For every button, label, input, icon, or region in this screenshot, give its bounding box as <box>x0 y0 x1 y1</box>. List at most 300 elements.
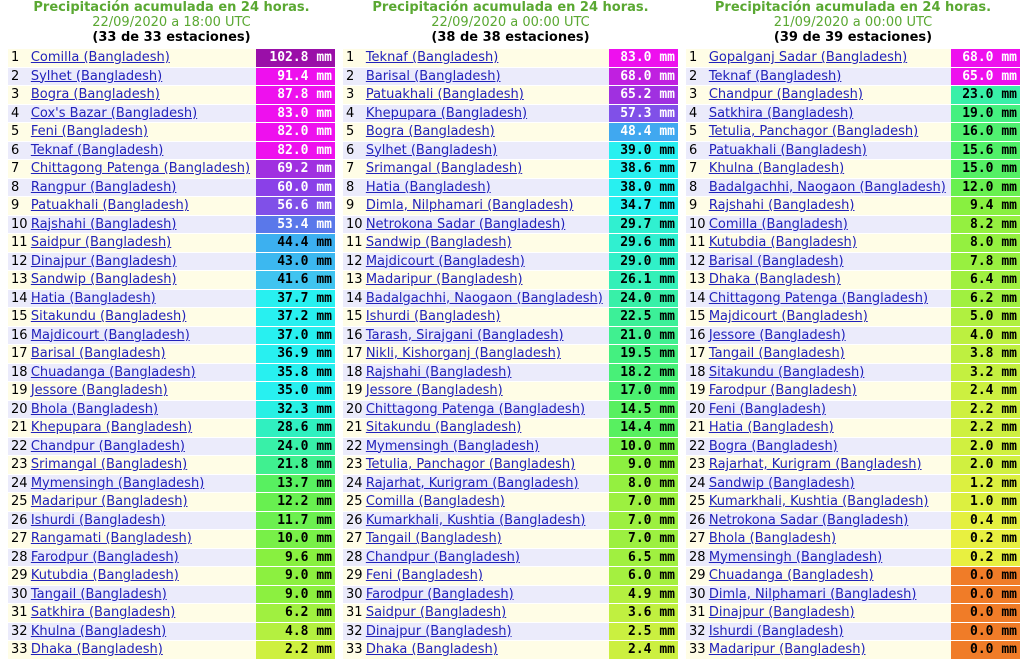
precipitation-value: 29.6 mm <box>609 234 678 252</box>
station-link[interactable]: Sylhet (Bangladesh) <box>365 142 498 158</box>
table-row <box>686 493 1020 511</box>
rank-number: 19 <box>686 382 709 400</box>
station-cell <box>709 345 951 363</box>
station-link[interactable]: Rangamati (Bangladesh) <box>30 531 192 546</box>
rank-number: 26 <box>686 512 709 530</box>
table-row <box>8 438 335 456</box>
station-link[interactable]: Bogra (Bangladesh) <box>708 438 838 454</box>
station-cell <box>31 271 256 289</box>
rank-number: 5 <box>686 123 709 141</box>
station-link[interactable]: Chandpur (Bangladesh) <box>365 549 520 565</box>
table-row <box>343 142 678 160</box>
station-link[interactable]: Srimangal (Bangladesh) <box>30 457 188 472</box>
table-row <box>343 123 678 141</box>
table-row <box>8 327 335 345</box>
station-link[interactable]: Majdicourt (Bangladesh) <box>365 253 525 269</box>
station-link[interactable]: Dimla, Nilphamari (Bangladesh) <box>365 198 574 213</box>
station-link[interactable]: Rajarhat, Kurigram (Bangladesh) <box>365 475 579 491</box>
table-row <box>343 493 678 511</box>
precipitation-value: 9.0 mm <box>256 567 335 585</box>
rank-number: 14 <box>686 290 709 308</box>
station-cell <box>709 456 951 474</box>
rank-number: 3 <box>686 86 709 104</box>
station-link[interactable]: Comilla (Bangladesh) <box>30 50 170 65</box>
rank-number: 26 <box>8 512 31 530</box>
station-link[interactable]: Kutubdia (Bangladesh) <box>708 235 857 250</box>
table-row <box>686 327 1020 345</box>
table-row <box>8 493 335 511</box>
station-link[interactable]: Feni (Bangladesh) <box>365 568 483 583</box>
station-cell <box>366 475 609 493</box>
station-link[interactable]: Tarash, Sirajgani (Bangladesh) <box>365 327 564 343</box>
station-cell <box>366 327 609 345</box>
station-cell <box>366 160 609 178</box>
station-cell <box>709 160 951 178</box>
station-link[interactable]: Barisal (Bangladesh) <box>365 68 501 84</box>
precipitation-value: 2.2 mm <box>951 401 1020 419</box>
station-cell <box>366 419 609 437</box>
precipitation-value: 37.0 mm <box>256 327 335 345</box>
precipitation-value: 2.5 mm <box>609 623 678 641</box>
precipitation-value: 2.0 mm <box>951 438 1020 456</box>
precipitation-value: 83.0 mm <box>256 105 335 123</box>
panel-title: Precipitación acumulada en 24 horas. <box>33 0 310 15</box>
table-row <box>8 234 335 252</box>
precipitation-value: 65.0 mm <box>951 68 1020 86</box>
rank-number: 9 <box>686 197 709 215</box>
rank-number: 33 <box>686 641 709 659</box>
station-link[interactable]: Netrokona Sadar (Bangladesh) <box>365 216 566 232</box>
table-row <box>8 216 335 234</box>
table-row <box>686 512 1020 530</box>
station-link[interactable]: Barisal (Bangladesh) <box>30 346 166 361</box>
station-cell <box>709 641 951 659</box>
rank-number: 15 <box>686 308 709 326</box>
rank-number: 31 <box>686 604 709 622</box>
station-link[interactable]: Bhola (Bangladesh) <box>708 531 837 546</box>
rank-number: 24 <box>343 475 366 493</box>
panel-date: 22/09/2020 a 18:00 UTC <box>92 15 251 30</box>
station-cell <box>709 530 951 548</box>
table-row <box>8 382 335 400</box>
station-link[interactable]: Rajarhat, Kurigram (Bangladesh) <box>708 457 922 472</box>
rank-number: 13 <box>343 271 366 289</box>
precipitation-table <box>686 48 1020 660</box>
station-link[interactable]: Rajshahi (Bangladesh) <box>30 216 177 232</box>
station-cell <box>709 438 951 456</box>
station-link[interactable]: Cox's Bazar (Bangladesh) <box>30 105 198 121</box>
precipitation-value: 0.0 mm <box>951 641 1020 659</box>
table-row <box>686 197 1020 215</box>
station-link[interactable]: Jessore (Bangladesh) <box>708 327 846 343</box>
table-row <box>686 567 1020 585</box>
station-link[interactable]: Netrokona Sadar (Bangladesh) <box>708 512 909 528</box>
station-link[interactable]: Rangpur (Bangladesh) <box>30 179 177 195</box>
precipitation-value: 44.4 mm <box>256 234 335 252</box>
rank-number: 1 <box>343 49 366 67</box>
station-link[interactable]: Sitakundu (Bangladesh) <box>708 364 865 380</box>
station-cell <box>31 456 256 474</box>
precipitation-value: 3.2 mm <box>951 364 1020 382</box>
rank-number: 21 <box>343 419 366 437</box>
station-link[interactable]: Sylhet (Bangladesh) <box>30 68 163 84</box>
station-link[interactable]: Chittagong Patenga (Bangladesh) <box>30 161 251 176</box>
precipitation-value: 35.8 mm <box>256 364 335 382</box>
station-cell <box>31 493 256 511</box>
station-link[interactable]: Satkhira (Bangladesh) <box>708 105 854 121</box>
rank-number: 28 <box>8 549 31 567</box>
precipitation-value: 6.4 mm <box>951 271 1020 289</box>
rank-number: 11 <box>686 234 709 252</box>
station-link[interactable]: Kumarkhali, Kushtia (Bangladesh) <box>365 512 586 528</box>
station-link[interactable]: Khulna (Bangladesh) <box>30 623 167 639</box>
station-link[interactable]: Tetulia, Panchagor (Bangladesh) <box>365 457 576 472</box>
station-link[interactable]: Srimangal (Bangladesh) <box>365 161 523 176</box>
station-cell <box>31 123 256 141</box>
station-link[interactable]: Teknaf (Bangladesh) <box>365 50 499 65</box>
table-row <box>343 364 678 382</box>
rank-number: 6 <box>686 142 709 160</box>
table-row <box>343 475 678 493</box>
station-link[interactable]: Rajshahi (Bangladesh) <box>365 364 512 380</box>
table-row <box>343 197 678 215</box>
precipitation-value: 14.5 mm <box>609 401 678 419</box>
table-row <box>686 604 1020 622</box>
station-link[interactable]: Hatia (Bangladesh) <box>708 420 834 435</box>
table-row <box>686 345 1020 363</box>
table-row <box>343 49 678 67</box>
station-link[interactable]: Chittagong Patenga (Bangladesh) <box>365 401 586 417</box>
station-link[interactable]: Sandwip (Bangladesh) <box>30 272 177 287</box>
precipitation-value: 6.2 mm <box>951 290 1020 308</box>
rank-number: 19 <box>343 382 366 400</box>
table-row <box>343 345 678 363</box>
table-row <box>686 438 1020 456</box>
station-link[interactable]: Patuakhali (Bangladesh) <box>30 198 189 213</box>
station-link[interactable]: Tangail (Bangladesh) <box>708 346 845 361</box>
rank-number: 28 <box>686 549 709 567</box>
precipitation-value: 11.7 mm <box>256 512 335 530</box>
rank-number: 12 <box>8 253 31 271</box>
table-row <box>686 216 1020 234</box>
station-cell <box>31 401 256 419</box>
station-link[interactable]: Comilla (Bangladesh) <box>365 494 505 509</box>
rank-number: 3 <box>343 86 366 104</box>
station-link[interactable]: Hatia (Bangladesh) <box>365 179 491 195</box>
rank-number: 21 <box>8 419 31 437</box>
station-cell <box>709 364 951 382</box>
station-cell <box>709 623 951 641</box>
station-link[interactable]: Kumarkhali, Kushtia (Bangladesh) <box>708 494 929 509</box>
panel-title: Precipitación acumulada en 24 horas. <box>714 0 992 15</box>
station-link[interactable]: Badalgachhi, Naogaon (Bangladesh) <box>708 179 946 195</box>
table-row <box>343 382 678 400</box>
station-cell <box>366 271 609 289</box>
precipitation-value: 7.8 mm <box>951 253 1020 271</box>
station-cell <box>31 438 256 456</box>
precipitation-value: 10.0 mm <box>609 438 678 456</box>
rank-number: 31 <box>8 604 31 622</box>
precipitation-value: 4.9 mm <box>609 586 678 604</box>
table-row <box>343 290 678 308</box>
precipitation-value: 5.0 mm <box>951 308 1020 326</box>
station-link[interactable]: Bogra (Bangladesh) <box>365 124 495 139</box>
station-link[interactable]: Saidpur (Bangladesh) <box>365 605 507 620</box>
panel-header <box>343 0 678 45</box>
station-cell <box>709 475 951 493</box>
precipitation-value: 9.0 mm <box>256 586 335 604</box>
station-cell <box>366 456 609 474</box>
rank-number: 1 <box>686 49 709 67</box>
station-link[interactable]: Dhaka (Bangladesh) <box>30 642 163 657</box>
rank-number: 6 <box>8 142 31 160</box>
rank-number: 23 <box>8 456 31 474</box>
table-row <box>343 604 678 622</box>
station-link[interactable]: Chandpur (Bangladesh) <box>30 438 185 454</box>
station-cell <box>31 567 256 585</box>
station-cell <box>31 623 256 641</box>
rank-number: 29 <box>8 567 31 585</box>
station-link[interactable]: Madaripur (Bangladesh) <box>30 494 188 509</box>
precipitation-value: 3.8 mm <box>951 345 1020 363</box>
station-link[interactable]: Mymensingh (Bangladesh) <box>30 475 205 491</box>
station-link[interactable]: Majdicourt (Bangladesh) <box>30 327 190 343</box>
rank-number: 16 <box>686 327 709 345</box>
precipitation-value: 0.0 mm <box>951 604 1020 622</box>
table-row <box>686 234 1020 252</box>
station-link[interactable]: Mymensingh (Bangladesh) <box>365 438 540 454</box>
rank-number: 16 <box>343 327 366 345</box>
station-cell <box>709 401 951 419</box>
station-link[interactable]: Teknaf (Bangladesh) <box>708 68 842 84</box>
rank-number: 4 <box>8 105 31 123</box>
table-row <box>343 530 678 548</box>
station-cell <box>31 179 256 197</box>
panel-1 <box>8 0 335 660</box>
precipitation-value: 24.0 mm <box>256 438 335 456</box>
station-link[interactable]: Hatia (Bangladesh) <box>30 290 156 306</box>
station-cell <box>709 86 951 104</box>
station-link[interactable]: Madaripur (Bangladesh) <box>708 642 866 657</box>
precipitation-table <box>8 48 335 660</box>
station-link[interactable]: Bhola (Bangladesh) <box>30 401 159 417</box>
table-row <box>343 327 678 345</box>
precipitation-value: 56.6 mm <box>256 197 335 215</box>
rank-number: 18 <box>8 364 31 382</box>
station-link[interactable]: Dinajpur (Bangladesh) <box>708 605 855 620</box>
station-link[interactable]: Khulna (Bangladesh) <box>708 161 845 176</box>
precipitation-value: 9.0 mm <box>609 456 678 474</box>
precipitation-table <box>343 48 678 660</box>
station-cell <box>31 234 256 252</box>
station-link[interactable]: Dhaka (Bangladesh) <box>365 642 498 657</box>
station-link[interactable]: Chuadanga (Bangladesh) <box>30 364 196 380</box>
station-link[interactable]: Khepupara (Bangladesh) <box>30 420 193 435</box>
station-cell <box>709 142 951 160</box>
station-cell <box>31 160 256 178</box>
precipitation-value: 60.0 mm <box>256 179 335 197</box>
rank-number: 28 <box>343 549 366 567</box>
station-link[interactable]: Nikli, Kishorganj (Bangladesh) <box>365 346 561 361</box>
precipitation-value: 2.0 mm <box>951 456 1020 474</box>
table-row <box>686 475 1020 493</box>
table-row <box>8 549 335 567</box>
station-link[interactable]: Farodpur (Bangladesh) <box>30 549 179 565</box>
precipitation-value: 68.0 mm <box>609 68 678 86</box>
station-link[interactable]: Jessore (Bangladesh) <box>365 383 503 398</box>
station-link[interactable]: Barisal (Bangladesh) <box>708 253 844 269</box>
rank-number: 13 <box>8 271 31 289</box>
station-cell <box>31 419 256 437</box>
station-cell <box>366 253 609 271</box>
station-link[interactable]: Madaripur (Bangladesh) <box>365 272 523 287</box>
precipitation-value: 17.0 mm <box>609 382 678 400</box>
table-row <box>8 308 335 326</box>
table-row <box>686 290 1020 308</box>
rank-number: 13 <box>686 271 709 289</box>
station-link[interactable]: Farodpur (Bangladesh) <box>365 586 514 602</box>
station-link[interactable]: Satkhira (Bangladesh) <box>30 605 176 620</box>
station-link[interactable]: Tetulia, Panchagor (Bangladesh) <box>708 124 919 139</box>
station-link[interactable]: Gopalganj Sadar (Bangladesh) <box>708 50 908 65</box>
station-link[interactable]: Rajshahi (Bangladesh) <box>708 198 855 213</box>
precipitation-value: 0.0 mm <box>951 623 1020 641</box>
precipitation-value: 36.9 mm <box>256 345 335 363</box>
table-row <box>343 438 678 456</box>
station-link[interactable]: Dimla, Nilphamari (Bangladesh) <box>708 586 917 602</box>
panel-stations-count: (39 de 39 estaciones) <box>773 30 933 45</box>
precipitation-value: 38.0 mm <box>609 179 678 197</box>
precipitation-value: 7.0 mm <box>609 493 678 511</box>
station-link[interactable]: Dinajpur (Bangladesh) <box>365 623 512 639</box>
table-row <box>686 549 1020 567</box>
station-cell <box>709 493 951 511</box>
rank-number: 15 <box>8 308 31 326</box>
rank-number: 14 <box>343 290 366 308</box>
rank-number: 7 <box>686 160 709 178</box>
rank-number: 30 <box>686 586 709 604</box>
station-link[interactable]: Tangail (Bangladesh) <box>30 586 167 602</box>
precipitation-value: 15.0 mm <box>951 160 1020 178</box>
rank-number: 12 <box>686 253 709 271</box>
precipitation-value: 8.2 mm <box>951 216 1020 234</box>
precipitation-value: 18.2 mm <box>609 364 678 382</box>
table-row <box>343 549 678 567</box>
station-cell <box>709 271 951 289</box>
station-link[interactable]: Badalgachhi, Naogaon (Bangladesh) <box>365 290 603 306</box>
table-row <box>686 123 1020 141</box>
station-link[interactable]: Ishurdi (Bangladesh) <box>708 623 844 639</box>
station-link[interactable]: Sandwip (Bangladesh) <box>708 475 855 491</box>
station-link[interactable]: Chandpur (Bangladesh) <box>708 87 863 102</box>
precipitation-value: 28.6 mm <box>256 419 335 437</box>
rank-number: 30 <box>343 586 366 604</box>
station-cell <box>31 105 256 123</box>
station-link[interactable]: Majdicourt (Bangladesh) <box>708 309 868 324</box>
rank-number: 33 <box>8 641 31 659</box>
table-row <box>686 49 1020 67</box>
station-link[interactable]: Sitakundu (Bangladesh) <box>30 309 187 324</box>
station-cell <box>366 234 609 252</box>
station-link[interactable]: Chuadanga (Bangladesh) <box>708 568 874 583</box>
station-cell <box>366 586 609 604</box>
station-link[interactable]: Sitakundu (Bangladesh) <box>365 420 522 435</box>
precipitation-value: 4.0 mm <box>951 327 1020 345</box>
station-cell <box>31 475 256 493</box>
station-link[interactable]: Ishurdi (Bangladesh) <box>365 309 501 324</box>
station-link[interactable]: Comilla (Bangladesh) <box>708 216 848 232</box>
station-cell <box>709 123 951 141</box>
station-link[interactable]: Jessore (Bangladesh) <box>30 383 168 398</box>
station-cell <box>366 308 609 326</box>
precipitation-value: 13.7 mm <box>256 475 335 493</box>
station-link[interactable]: Dinajpur (Bangladesh) <box>30 253 177 269</box>
rank-number: 15 <box>343 308 366 326</box>
station-link[interactable]: Chittagong Patenga (Bangladesh) <box>708 290 929 306</box>
station-cell <box>366 549 609 567</box>
station-link[interactable]: Feni (Bangladesh) <box>708 401 826 417</box>
rank-number: 27 <box>343 530 366 548</box>
station-link[interactable]: Dhaka (Bangladesh) <box>708 272 841 287</box>
station-link[interactable]: Tangail (Bangladesh) <box>365 531 502 546</box>
station-cell <box>366 49 609 67</box>
station-link[interactable]: Saidpur (Bangladesh) <box>30 235 172 250</box>
rank-number: 19 <box>8 382 31 400</box>
station-link[interactable]: Patuakhali (Bangladesh) <box>708 142 867 158</box>
rank-number: 24 <box>8 475 31 493</box>
precipitation-value: 16.0 mm <box>951 123 1020 141</box>
station-link[interactable]: Ishurdi (Bangladesh) <box>30 512 166 528</box>
table-row <box>8 475 335 493</box>
rank-number: 31 <box>343 604 366 622</box>
rank-number: 25 <box>686 493 709 511</box>
table-row <box>8 179 335 197</box>
station-cell <box>709 253 951 271</box>
station-cell <box>366 604 609 622</box>
station-link[interactable]: Feni (Bangladesh) <box>30 124 148 139</box>
station-link[interactable]: Sandwip (Bangladesh) <box>365 235 512 250</box>
rank-number: 20 <box>343 401 366 419</box>
table-row <box>343 68 678 86</box>
station-link[interactable]: Kutubdia (Bangladesh) <box>30 568 179 583</box>
rank-number: 14 <box>8 290 31 308</box>
table-row <box>686 382 1020 400</box>
station-link[interactable]: Farodpur (Bangladesh) <box>708 383 857 398</box>
station-link[interactable]: Teknaf (Bangladesh) <box>30 142 164 158</box>
station-link[interactable]: Bogra (Bangladesh) <box>30 87 160 102</box>
precipitation-value: 15.6 mm <box>951 142 1020 160</box>
rank-number: 20 <box>686 401 709 419</box>
precipitation-value: 48.4 mm <box>609 123 678 141</box>
station-cell <box>709 179 951 197</box>
table-row <box>343 456 678 474</box>
station-link[interactable]: Patuakhali (Bangladesh) <box>365 87 524 102</box>
panel-stations-count: (38 de 38 estaciones) <box>431 30 590 45</box>
table-row <box>8 512 335 530</box>
precipitation-value: 7.0 mm <box>609 512 678 530</box>
precipitation-value: 6.2 mm <box>256 604 335 622</box>
station-link[interactable]: Khepupara (Bangladesh) <box>365 105 528 121</box>
station-cell <box>366 179 609 197</box>
precipitation-value: 4.8 mm <box>256 623 335 641</box>
station-link[interactable]: Mymensingh (Bangladesh) <box>708 549 883 565</box>
precipitation-value: 19.0 mm <box>951 105 1020 123</box>
rank-number: 18 <box>343 364 366 382</box>
station-cell <box>366 197 609 215</box>
station-cell <box>709 549 951 567</box>
table-row <box>686 623 1020 641</box>
rank-number: 6 <box>343 142 366 160</box>
